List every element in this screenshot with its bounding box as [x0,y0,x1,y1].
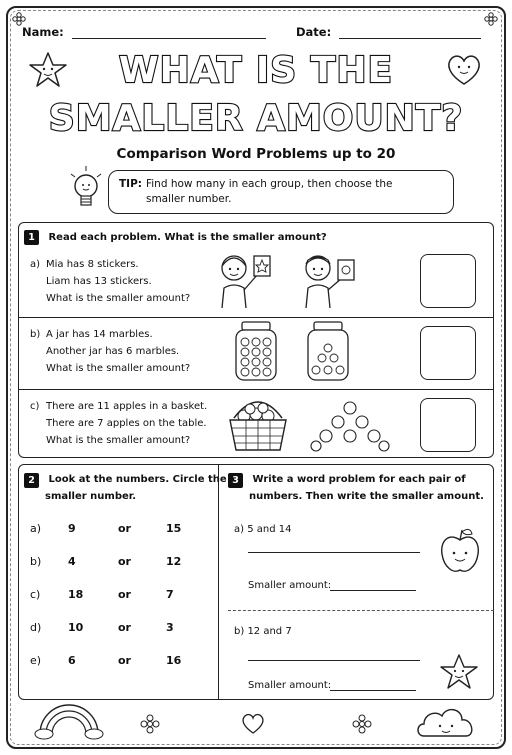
right-number[interactable]: 12 [166,555,182,568]
smaller-amount-label: Smaller amount: [248,580,332,591]
left-number[interactable]: 4 [68,555,76,568]
problem-line: What is the smaller amount? [46,363,191,374]
section-2-number: 2 [24,473,39,488]
section-2-heading [24,472,227,505]
word-problem-line-a[interactable] [248,552,420,553]
rainbow-icon [34,700,104,740]
row-letter: c) [30,588,41,601]
problem-line: What is the smaller amount? [46,293,191,304]
problem-divider [18,389,494,390]
left-number[interactable]: 18 [68,588,84,601]
date-field[interactable] [296,25,481,39]
section-2-title-line-2: smaller number. [45,491,137,502]
number-pair: 12 and 7 [247,626,292,637]
flower-icon [352,714,372,734]
name-label: Name: [22,25,64,39]
smiling-cloud-icon [414,702,480,740]
right-number[interactable]: 15 [166,522,182,535]
marble-jar-icon [304,320,352,382]
row-letter: d) [30,621,42,634]
name-line[interactable] [72,29,266,39]
smaller-amount-line-b[interactable] [330,690,416,691]
problem-letter: c) [30,401,40,412]
marble-jar-icon [232,320,280,382]
problem-line: Mia has 8 stickers. [46,259,139,270]
word-problem-a-label [234,524,291,535]
or-word: or [118,522,131,535]
item-letter: b) [234,626,245,637]
problem-line: There are 7 apples on the table. [46,418,207,429]
or-word: or [118,555,131,568]
section-2-title-line-1: Look at the numbers. Circle the [48,474,227,485]
tip-box [108,170,454,214]
or-word: or [118,621,131,634]
answer-box-c[interactable] [420,398,476,452]
row-letter: e) [30,654,42,667]
smiling-star-icon [438,652,480,692]
tip-label: TIP: [119,178,142,190]
flower-icon [140,714,160,734]
problem-line: What is the smaller amount? [46,435,191,446]
section-3-title-line-2: numbers. Then write the smaller amount. [249,491,484,502]
problem-letter: b) [30,329,41,340]
girl-with-sticker-icon [210,246,280,310]
heart-icon [240,712,266,736]
answer-box-b[interactable] [420,326,476,380]
smiling-apple-icon [438,526,482,576]
date-line[interactable] [339,29,481,39]
section-1-title: Read each problem. What is the smaller amount? [48,232,327,243]
section-3-title-line-1: Write a word problem for each pair of [252,474,466,485]
right-number[interactable]: 16 [166,654,182,667]
title-line-2: SMALLER AMOUNT? [48,98,464,139]
smaller-amount-line-a[interactable] [330,590,416,591]
flower-icon [12,12,26,26]
answer-box-a[interactable] [420,254,476,308]
tip-text-line-1: Find how many in each group, then choose the [145,178,393,190]
subtitle: Comparison Word Problems up to 20 [116,146,396,162]
number-pair: 5 and 14 [247,524,292,535]
title-line-1: WHAT IS THE [118,50,394,91]
section-3-number: 3 [228,473,243,488]
row-letter: b) [30,555,42,568]
row-letter: a) [30,522,42,535]
tip-text-line-2: smaller number. [145,193,232,205]
problem-letter: a) [30,259,41,270]
boy-with-sticker-icon [294,246,364,310]
flower-icon [484,12,498,26]
left-number[interactable]: 6 [68,654,76,667]
problem-line: A jar has 14 marbles. [46,329,153,340]
right-number[interactable]: 7 [166,588,174,601]
problem-line: Liam has 13 stickers. [46,276,152,287]
or-word: or [118,654,131,667]
section-3-heading [228,472,484,505]
smaller-amount-label: Smaller amount: [248,680,332,691]
dashed-divider [228,610,494,611]
name-field[interactable] [22,25,266,39]
lightbulb-icon [66,162,106,218]
date-label: Date: [296,25,332,39]
right-number[interactable]: 3 [166,621,174,634]
section-1-number: 1 [24,230,39,245]
word-problem-line-b[interactable] [248,660,420,661]
smaller-amount-b [248,680,331,691]
apple-pile-icon [308,398,392,454]
problem-divider [18,317,494,318]
problem-line: There are 11 apples in a basket. [46,401,208,412]
word-problem-b-label [234,626,292,637]
problem-a [30,256,190,307]
section-1-heading [24,230,327,245]
left-number[interactable]: 9 [68,522,76,535]
problem-b [30,326,190,377]
problem-c [30,398,207,449]
left-number[interactable]: 10 [68,621,84,634]
smaller-amount-a [248,580,331,591]
apple-basket-icon [226,392,290,454]
or-word: or [118,588,131,601]
item-letter: a) [234,524,245,535]
problem-line: Another jar has 6 marbles. [46,346,180,357]
